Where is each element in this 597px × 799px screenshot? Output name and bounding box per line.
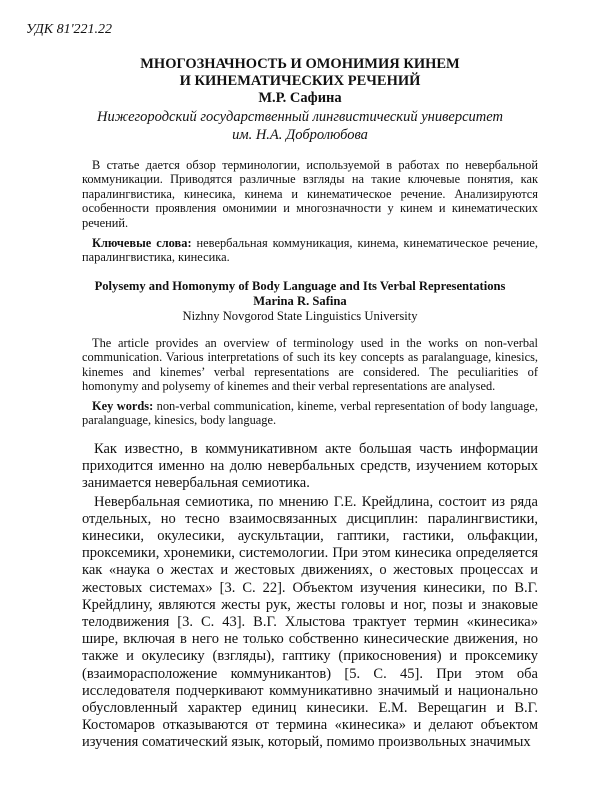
keywords-en (82, 399, 538, 428)
keywords-ru-label: Ключевые слова: (92, 236, 192, 250)
abstract-ru-text: В статье дается обзор терминологии, используемой в работах по невербальной коммуникации. Приводятся различные взгляды на такие ключевые понятия, как паралингвистика, кинесика, кинема и кинематическое речение. Анализируются особенности проявления омонимии и многозначности у кинем и кинематических речений. (82, 158, 538, 230)
keywords-ru-text: невербальная коммуникация, кинема, кинематическое речение, паралингвистика, кинесика. (82, 236, 538, 265)
keywords-ru (82, 236, 538, 265)
keywords-en-text: non-verbal communication, kineme, verbal representation of body language, paralanguage, kinesics, body language. (82, 399, 538, 428)
abstract-en (82, 336, 538, 394)
keywords-en-label: Key words: (92, 399, 154, 413)
body-paragraph-1: Как известно, в коммуникативном акте большая часть информации приходится именно на долю невербальных средств, изучением которых занимается невербальная семиотика. (82, 441, 538, 492)
author-name: М.Р. Сафина (258, 90, 342, 106)
english-title: Polysemy and Homonymy of Body Language and Its Verbal Representations (94, 279, 506, 293)
affiliation-line-1: Нижегородский государственный лингвистический университет (97, 109, 503, 125)
english-affiliation: Nizhny Novgorod State Linguistics University (182, 309, 418, 323)
keywords-ru-paragraph (82, 236, 538, 265)
keywords-en-paragraph (82, 399, 538, 428)
affiliation-line-2: им. Н.А. Добролюбова (232, 127, 368, 143)
title-line-1: МНОГОЗНАЧНОСТЬ И ОМОНИМИЯ КИНЕМ (140, 56, 460, 72)
body-paragraph-2: Невербальная семиотика, по мнению Г.Е. Крейдлина, состоит из ряда отдельных, но тесно взаимосвязанных дисциплин: паралингвистики, кинесики, окулесики, аускультации, гаптики, гастики, ольфакции, проксемики, хронемики, системологии. При этом кинесика определяется как «наука о жестах и жестовых движениях, о жестовых процессах и жестовых системах» [3. С. 22]. Объектом изучения кинесики, по В.Г. Крейдлину, являются жесты рук, жесты головы и ног, позы и знаковые телодвижения [3. С. 43]. В.Г. Хлыстова трактует термин «кинесика» шире, включая в него не только собственно кинесические движения, но также и окулесику (взгляды), гаптику (прикосновения) и проксемику (взаиморасположение коммуникантов) [5. С. 45]. При этом оба исследователя подчеркивают коммуникативно значимый и национально обусловленный характер единиц кинесики. Е.М. Верещагин и В.Г. Костомаров отказываются от термина «кинесика» и делают объектом изучения соматический язык, который, помимо произвольных значимых (82, 493, 538, 751)
body-text (82, 441, 538, 752)
abstract-en-text: The article provides an overview of terminology used in the works on non-verbal communication. Various interpretations of such its key concepts as paralanguage, kinesics, kinemes and kinemes’ verbal representations are considered. The peculiarities of homonymy and polysemy of kinemes and their verbal representations are analysed. (82, 336, 538, 394)
title-line-2: И КИНЕМАТИЧЕСКИХ РЕЧЕНИЙ (179, 73, 421, 89)
udk-code: УДК 81'221.22 (26, 22, 113, 37)
english-author: Marina R. Safina (253, 294, 347, 308)
abstract-ru (82, 158, 538, 230)
